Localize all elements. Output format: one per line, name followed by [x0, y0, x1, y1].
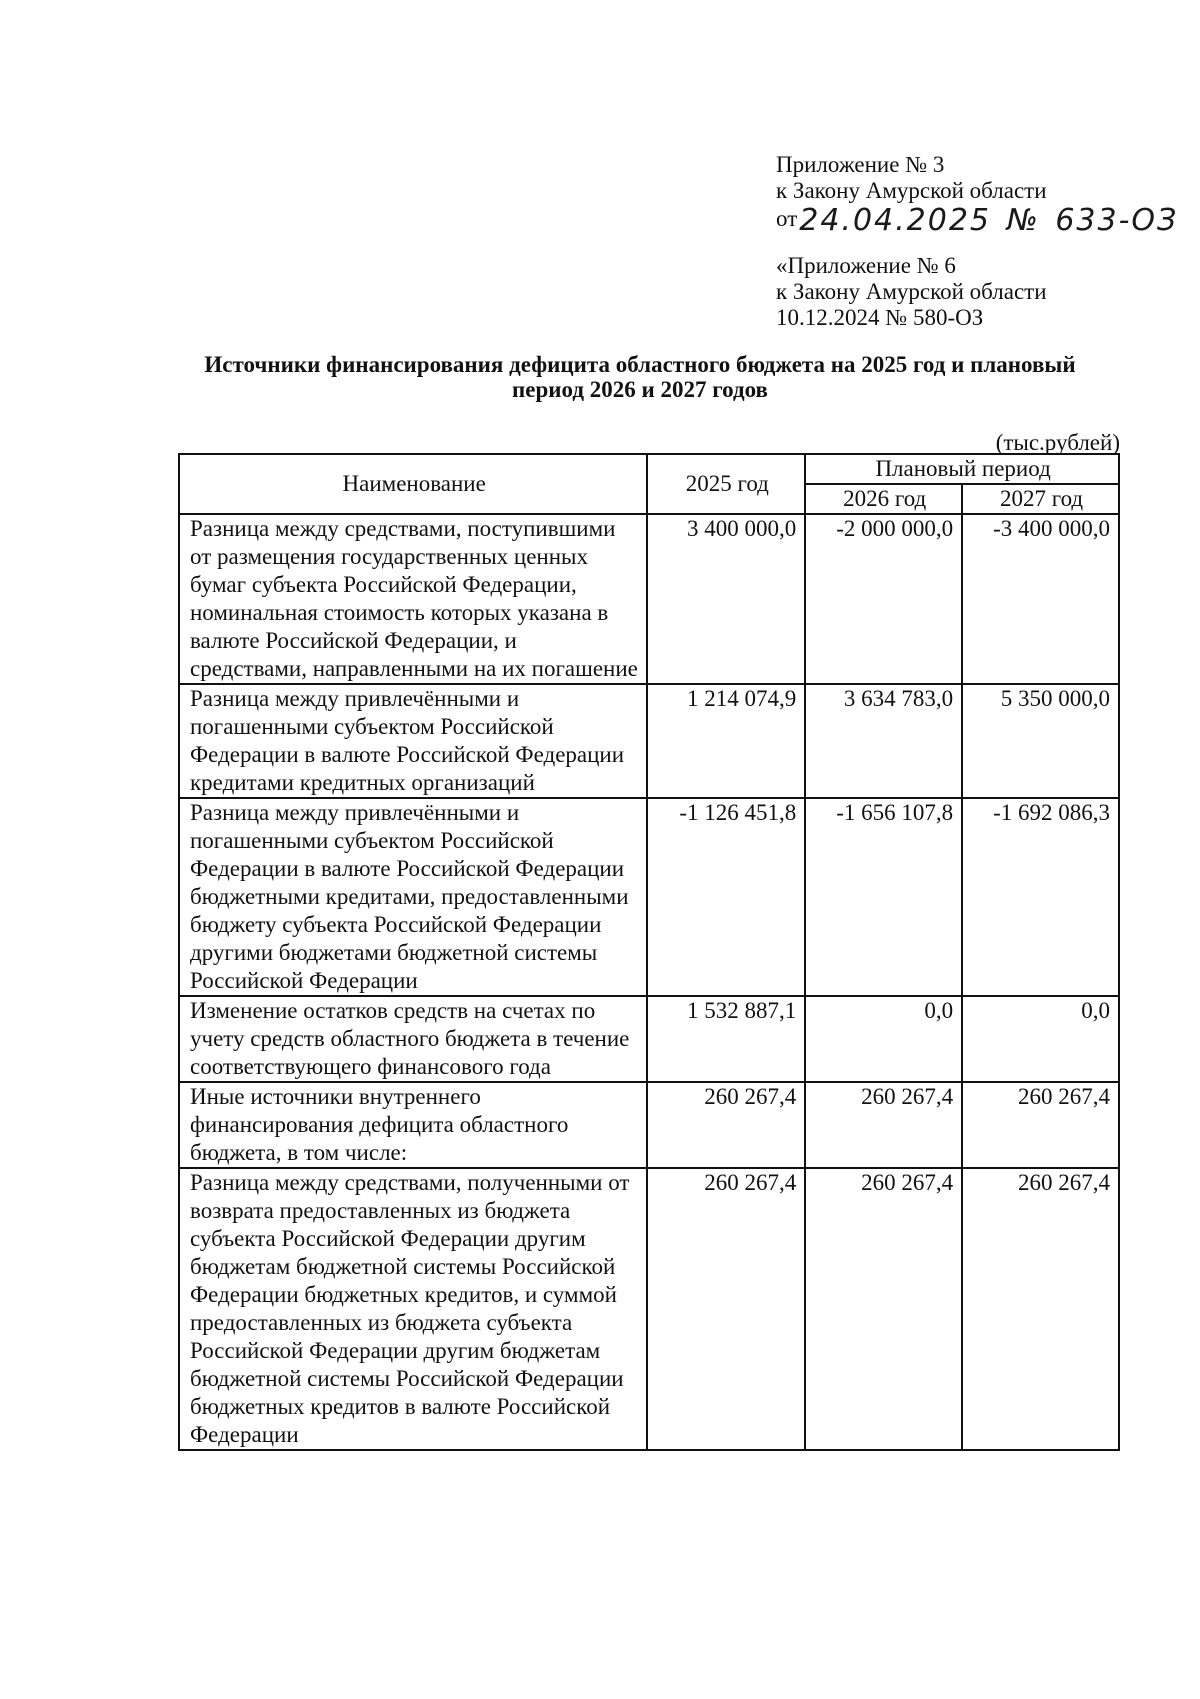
header-year-2027: 2027 год [962, 484, 1119, 514]
appendix-previous-line3: 10.12.2024 № 580-ОЗ [776, 305, 984, 330]
value-2027: 260 267,4 [962, 1168, 1119, 1450]
row-name: Разница между средствами, поступившими от размещения государственных ценных бумаг субъекта Российской Федерации, номинальная стоимость которых указана в валюте Российской Федерации, и средствами, направленными на их погашение [179, 514, 647, 684]
value-2027: -1 692 086,3 [962, 798, 1119, 996]
table-row [179, 1168, 1119, 1450]
row-name: Изменение остатков средств на счетах по учету средств областного бюджета в течение соответствующего финансового года [179, 996, 647, 1082]
appendix-previous-line2: к Закону Амурской области [776, 279, 1047, 304]
appendix-current-header [776, 152, 1179, 238]
value-2026: -2 000 000,0 [805, 514, 962, 684]
value-2026: 0,0 [805, 996, 962, 1082]
value-2027: 0,0 [962, 996, 1119, 1082]
header-year-2025: 2025 год [647, 454, 805, 514]
document-title-line1: Источники финансирования дефицита областного бюджета на 2025 год и плановый [204, 352, 1076, 377]
appendix-current-date-line [776, 203, 1179, 238]
appendix-current-line2: к Закону Амурской области [776, 178, 1047, 203]
table-row [179, 996, 1119, 1082]
value-2027: 260 267,4 [962, 1082, 1119, 1168]
table-row [179, 514, 1119, 684]
row-name: Разница между средствами, полученными от возврата предоставленных из бюджета субъекта Российской Федерации другим бюджетам бюджетной системы Российской Федерации бюджетных кредитов, и суммой предоставленных из бюджета субъекта Российской Федерации другим бюджетам бюджетной системы Российской Федерации бюджетных кредитов в валюте Российской Федерации [179, 1168, 647, 1450]
units-label: (тыс.рублей) [995, 430, 1120, 455]
table-header-row [179, 454, 1119, 484]
document-title-line2: период 2026 и 2027 годов [512, 377, 768, 402]
document-title [150, 352, 1130, 402]
row-name: Разница между привлечёнными и погашенными субъектом Российской Федерации в валюте Российской Федерации бюджетными кредитами, предоставленными бюджету субъекта Российской Федерации другими бюджетами бюджетной системы Российской Федерации [179, 798, 647, 996]
value-2026: 3 634 783,0 [805, 684, 962, 798]
from-prefix: от [776, 206, 798, 231]
value-2025: 3 400 000,0 [647, 514, 805, 684]
appendix-current-line1: Приложение № 3 [776, 152, 945, 177]
table-row [179, 1082, 1119, 1168]
header-name: Наименование [179, 454, 647, 514]
handwritten-number-mark: № [1006, 203, 1040, 238]
value-2025: 260 267,4 [647, 1168, 805, 1450]
header-planned-period: Плановый период [805, 454, 1119, 484]
table-row [179, 798, 1119, 996]
appendix-previous-header [776, 253, 1047, 331]
appendix-previous-line1: «Приложение № 6 [776, 253, 956, 278]
row-name: Разница между привлечёнными и погашенными субъектом Российской Федерации в валюте Российской Федерации кредитами кредитных организаций [179, 684, 647, 798]
value-2025: -1 126 451,8 [647, 798, 805, 996]
header-year-2026: 2026 год [805, 484, 962, 514]
value-2026: 260 267,4 [805, 1168, 962, 1450]
handwritten-law-number: 633-ОЗ [1055, 203, 1179, 238]
budget-sources-table [178, 453, 1120, 1451]
value-2025: 1 214 074,9 [647, 684, 805, 798]
value-2027: -3 400 000,0 [962, 514, 1119, 684]
value-2026: 260 267,4 [805, 1082, 962, 1168]
value-2027: 5 350 000,0 [962, 684, 1119, 798]
row-name: Иные источники внутреннего финансирования дефицита областного бюджета, в том числе: [179, 1082, 647, 1168]
handwritten-date: 24.04.2025 [799, 203, 992, 238]
table-row [179, 684, 1119, 798]
value-2026: -1 656 107,8 [805, 798, 962, 996]
value-2025: 1 532 887,1 [647, 996, 805, 1082]
value-2025: 260 267,4 [647, 1082, 805, 1168]
